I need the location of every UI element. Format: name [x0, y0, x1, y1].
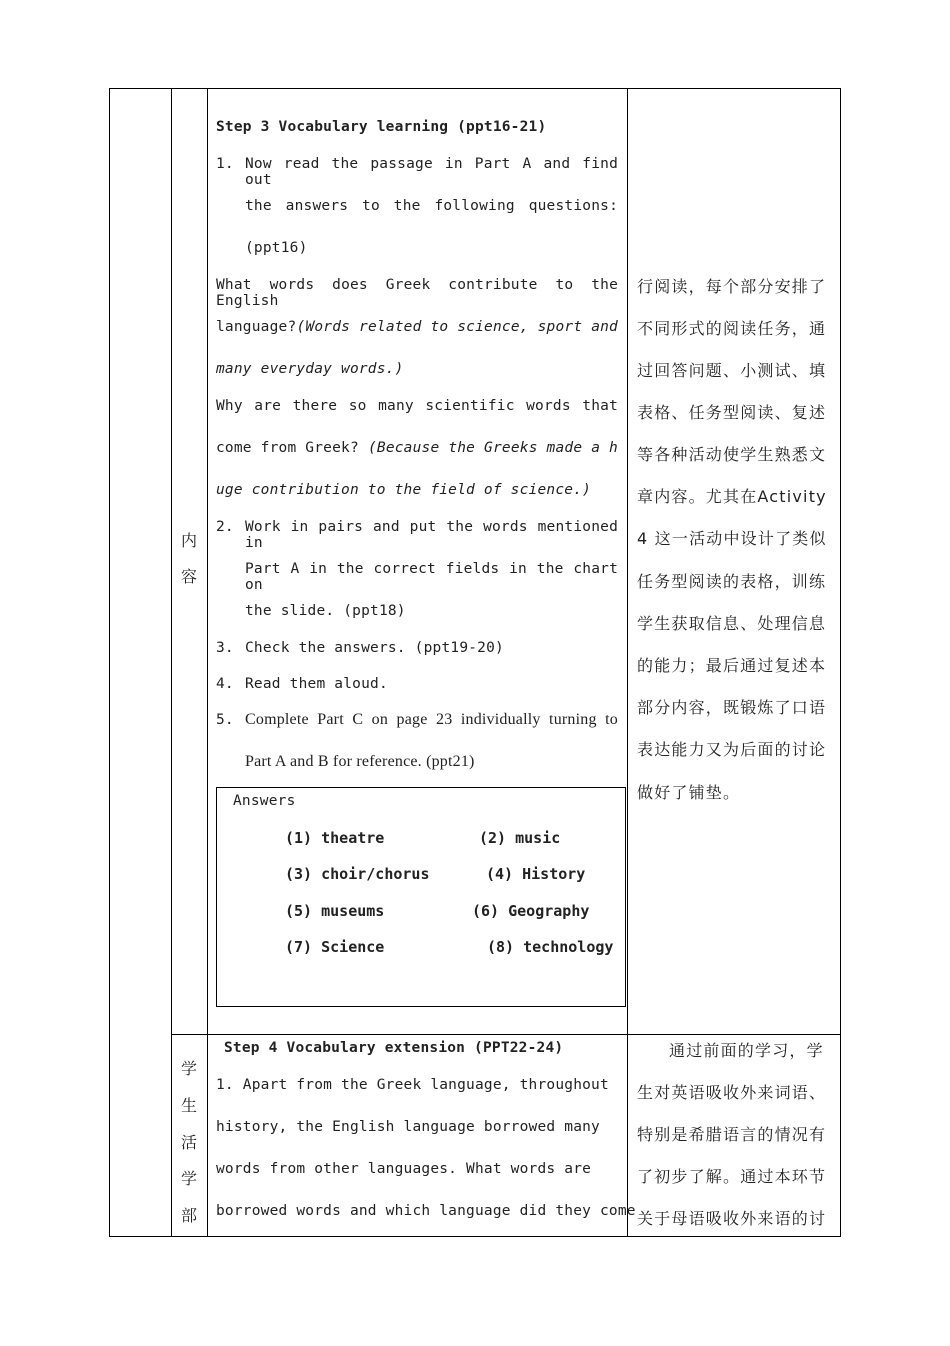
- answers-title: Answers: [233, 793, 296, 809]
- section-label-activity-5: 部: [181, 1206, 198, 1225]
- table-row-divider: [171, 1034, 841, 1035]
- step3-heading: Step 3 Vocabulary learning (ppt16-21): [216, 119, 547, 135]
- item2-number: 2.: [216, 519, 234, 535]
- step4-line1: 1. Apart from the Greek language, throughout: [216, 1077, 609, 1093]
- answer-6: (6) Geography: [472, 902, 590, 920]
- note-line-12: 表达能力又为后面的讨论: [637, 740, 827, 759]
- table-divider-col2: [207, 88, 208, 1237]
- section-label-content-1: 内: [181, 531, 198, 550]
- note-line-5: 等各种活动使学生熟悉文: [637, 445, 827, 464]
- note-line-3: 过回答问题、小测试、填: [637, 361, 827, 380]
- answer-5: (5) museums: [285, 902, 385, 920]
- question2-prompt: come from Greek?: [216, 440, 359, 456]
- note-line-10: 的能力；最后通过复述本: [637, 656, 827, 675]
- step4-line4: borrowed words and which language did they come: [216, 1203, 636, 1219]
- section-label-content-2: 容: [181, 567, 198, 586]
- answer-3: (3) choir/chorus: [285, 865, 430, 883]
- note-line-8: 任务型阅读的表格，训练: [637, 572, 827, 591]
- answer-7: (7) Science: [285, 938, 385, 956]
- note-line-6: 章内容。尤其在Activity: [637, 487, 827, 506]
- question2-answer-part1: (Because the Greeks made a h: [367, 440, 618, 456]
- answer-2: (2) music: [479, 829, 561, 847]
- question1-answer-part1: (Words related to science, sport and: [296, 319, 618, 335]
- item1-line1: Now read the passage in Part A and find out: [245, 156, 618, 188]
- note-line-4: 表格、任务型阅读、复述: [637, 403, 827, 422]
- note-bottom-line-3: 特别是希腊语言的情况有: [637, 1125, 827, 1144]
- section-label-activity-3: 活: [181, 1133, 198, 1152]
- question2-line1: Why are there so many scientific words that: [216, 398, 618, 414]
- answer-1: (1) theatre: [285, 829, 385, 847]
- question1-answer-part2: many everyday words.): [216, 361, 404, 377]
- note-bottom-line-4: 了初步了解。通过本环节: [637, 1167, 827, 1186]
- note-line-11: 部分内容，既锻炼了口语: [637, 698, 827, 717]
- answers-box: [216, 787, 626, 1007]
- note-bottom-line-2: 生对英语吸收外来词语、: [637, 1083, 827, 1102]
- section-label-activity-1: 学: [181, 1059, 198, 1078]
- item1-number: 1.: [216, 156, 234, 172]
- item1-line2: the answers to the following questions:: [245, 198, 618, 214]
- item2-line2: Part A in the correct fields in the chart on: [245, 561, 618, 593]
- table-border-right: [840, 88, 841, 1237]
- item5-line1: Complete Part C on page 23 individually turning to: [245, 711, 618, 728]
- note-line-7: 4 这一活动中设计了类似: [637, 529, 827, 548]
- item4-text: Read them aloud.: [245, 676, 388, 692]
- note-line-1: 行阅读，每个部分安排了: [637, 277, 827, 296]
- step4-line2: history, the English language borrowed many: [216, 1119, 600, 1135]
- table-divider-col3: [627, 88, 628, 1237]
- table-border-left: [109, 88, 110, 1237]
- question1-line2: [216, 319, 618, 335]
- item2-line3: the slide. (ppt18): [245, 603, 406, 619]
- note-bottom-line-1: 通过前面的学习，学: [669, 1041, 824, 1060]
- answer-4: (4) History: [486, 865, 586, 883]
- item3-text: Check the answers. (ppt19-20): [245, 640, 504, 656]
- item5-line2: Part A and B for reference. (ppt21): [245, 753, 475, 770]
- step4-line3: words from other languages. What words are: [216, 1161, 592, 1177]
- question2-answer-part2: uge contribution to the field of science.): [216, 482, 592, 498]
- note-line-9: 学生获取信息、处理信息: [637, 614, 827, 633]
- note-line-13: 做好了铺垫。: [637, 783, 741, 802]
- step4-heading: Step 4 Vocabulary extension (PPT22-24): [224, 1040, 564, 1056]
- question1-line1: What words does Greek contribute to the English: [216, 277, 618, 309]
- item3-number: 3.: [216, 640, 234, 656]
- table-border-bottom: [109, 1236, 841, 1237]
- table-divider-col1: [171, 88, 172, 1237]
- question2-line2: [216, 440, 618, 456]
- item1-line3: (ppt16): [245, 240, 308, 256]
- item5-number: 5.: [216, 712, 234, 728]
- note-line-2: 不同形式的阅读任务，通: [637, 319, 827, 338]
- question1-prompt: language?: [216, 319, 297, 335]
- note-bottom-line-5: 关于母语吸收外来语的讨: [637, 1209, 827, 1228]
- section-label-activity-2: 生: [181, 1096, 198, 1115]
- item4-number: 4.: [216, 676, 234, 692]
- table-border-top: [109, 88, 841, 89]
- answer-8: (8) technology: [487, 938, 614, 956]
- item2-line1: Work in pairs and put the words mentioned in: [245, 519, 618, 551]
- section-label-activity-4: 学: [181, 1169, 198, 1188]
